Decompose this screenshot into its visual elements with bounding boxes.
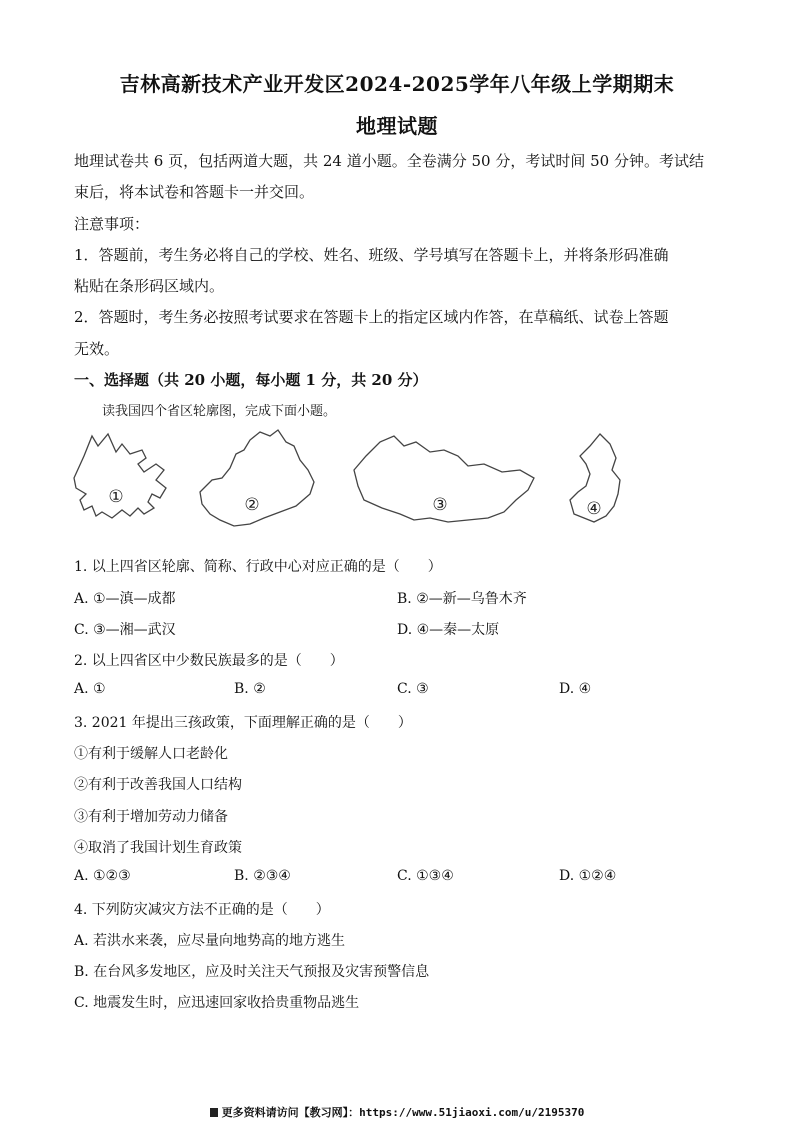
province-outline-maps (64, 428, 664, 538)
question-4-option-b[interactable]: B. 在台风多发地区，应及时关注天气预报及灾害预警信息 (74, 964, 430, 980)
question-2-option-a[interactable]: A. ① (74, 681, 106, 697)
page-subtitle: 地理试题 (356, 114, 438, 138)
province-map-3 (354, 436, 534, 522)
question-4-option-c[interactable]: C. 地震发生时，应迅速回家收拾贵重物品逃生 (74, 995, 360, 1011)
question-2-option-d[interactable]: D. ④ (559, 681, 592, 697)
question-2-option-b[interactable]: B. ② (234, 681, 266, 697)
province-map-1 (74, 434, 166, 518)
question-1-option-b[interactable]: B. ②—新—乌鲁木齐 (397, 591, 527, 607)
note-1-line-1: 1．答题前，考生务必将自己的学校、姓名、班级、学号填写在答题卡上，并将条形码准确 (74, 246, 669, 264)
instruction-line-1: 地理试卷共 6 页，包括两道大题，共 24 道小题。全卷满分 50 分，考试时间 50 分钟。考试结 (74, 152, 704, 170)
question-3-option-b[interactable]: B. ②③④ (234, 868, 291, 884)
province-map-2 (200, 430, 314, 526)
question-3-stem: 3. 2021 年提出三孩政策，下面理解正确的是（ ） (74, 715, 412, 731)
question-1-option-a[interactable]: A. ①—滇—成都 (74, 591, 176, 607)
question-1-option-c[interactable]: C. ③—湘—武汉 (74, 622, 176, 638)
footer (0, 1104, 794, 1120)
map-intro: 读我国四个省区轮廓图，完成下面小题。 (102, 404, 337, 419)
question-3-option-d[interactable]: D. ①②④ (559, 868, 617, 884)
section-heading: 一、选择题（共 20 小题，每小题 1 分，共 20 分） (74, 371, 428, 389)
map-label-1: ① (108, 487, 124, 507)
page-title: 吉林高新技术产业开发区2024-2025学年八年级上学期期末 (119, 72, 675, 96)
map-label-3: ③ (432, 495, 448, 515)
note-1-line-2: 粘贴在条形码区域内。 (74, 277, 225, 295)
question-4-option-a[interactable]: A. 若洪水来袭，应尽量向地势高的地方逃生 (74, 933, 346, 949)
footer-link-text[interactable]: 更多资料请访问【教习网】：https://www.51jiaoxi.com/u/2195370 (221, 1106, 585, 1119)
question-3-statement-2: ②有利于改善我国人口结构 (74, 777, 242, 793)
note-2-line-2: 无效。 (74, 340, 120, 358)
instruction-line-2: 束后，将本试卷和答题卡一并交回。 (74, 183, 315, 201)
question-4-stem: 4. 下列防灾减灾方法不正确的是（ ） (74, 902, 330, 918)
question-3-statement-3: ③有利于增加劳动力储备 (74, 809, 228, 825)
question-1-option-d[interactable]: D. ④—秦—太原 (397, 622, 500, 638)
notes-title: 注意事项： (74, 215, 150, 233)
map-label-4: ④ (586, 499, 602, 519)
question-2-stem: 2. 以上四省区中少数民族最多的是（ ） (74, 653, 344, 669)
map-label-2: ② (244, 495, 260, 515)
question-3-option-a[interactable]: A. ①②③ (74, 868, 131, 884)
question-3-statement-1: ①有利于缓解人口老龄化 (74, 746, 228, 762)
question-1-stem: 1. 以上四省区轮廓、简称、行政中心对应正确的是（ ） (74, 559, 442, 575)
province-map-4 (570, 434, 620, 522)
flag-icon (210, 1108, 218, 1117)
question-3-option-c[interactable]: C. ①③④ (397, 868, 454, 884)
note-2-line-1: 2．答题时，考生务必按照考试要求在答题卡上的指定区域内作答，在草稿纸、试卷上答题 (74, 308, 669, 326)
question-2-option-c[interactable]: C. ③ (397, 681, 429, 697)
question-3-statement-4: ④取消了我国计划生育政策 (74, 840, 242, 856)
